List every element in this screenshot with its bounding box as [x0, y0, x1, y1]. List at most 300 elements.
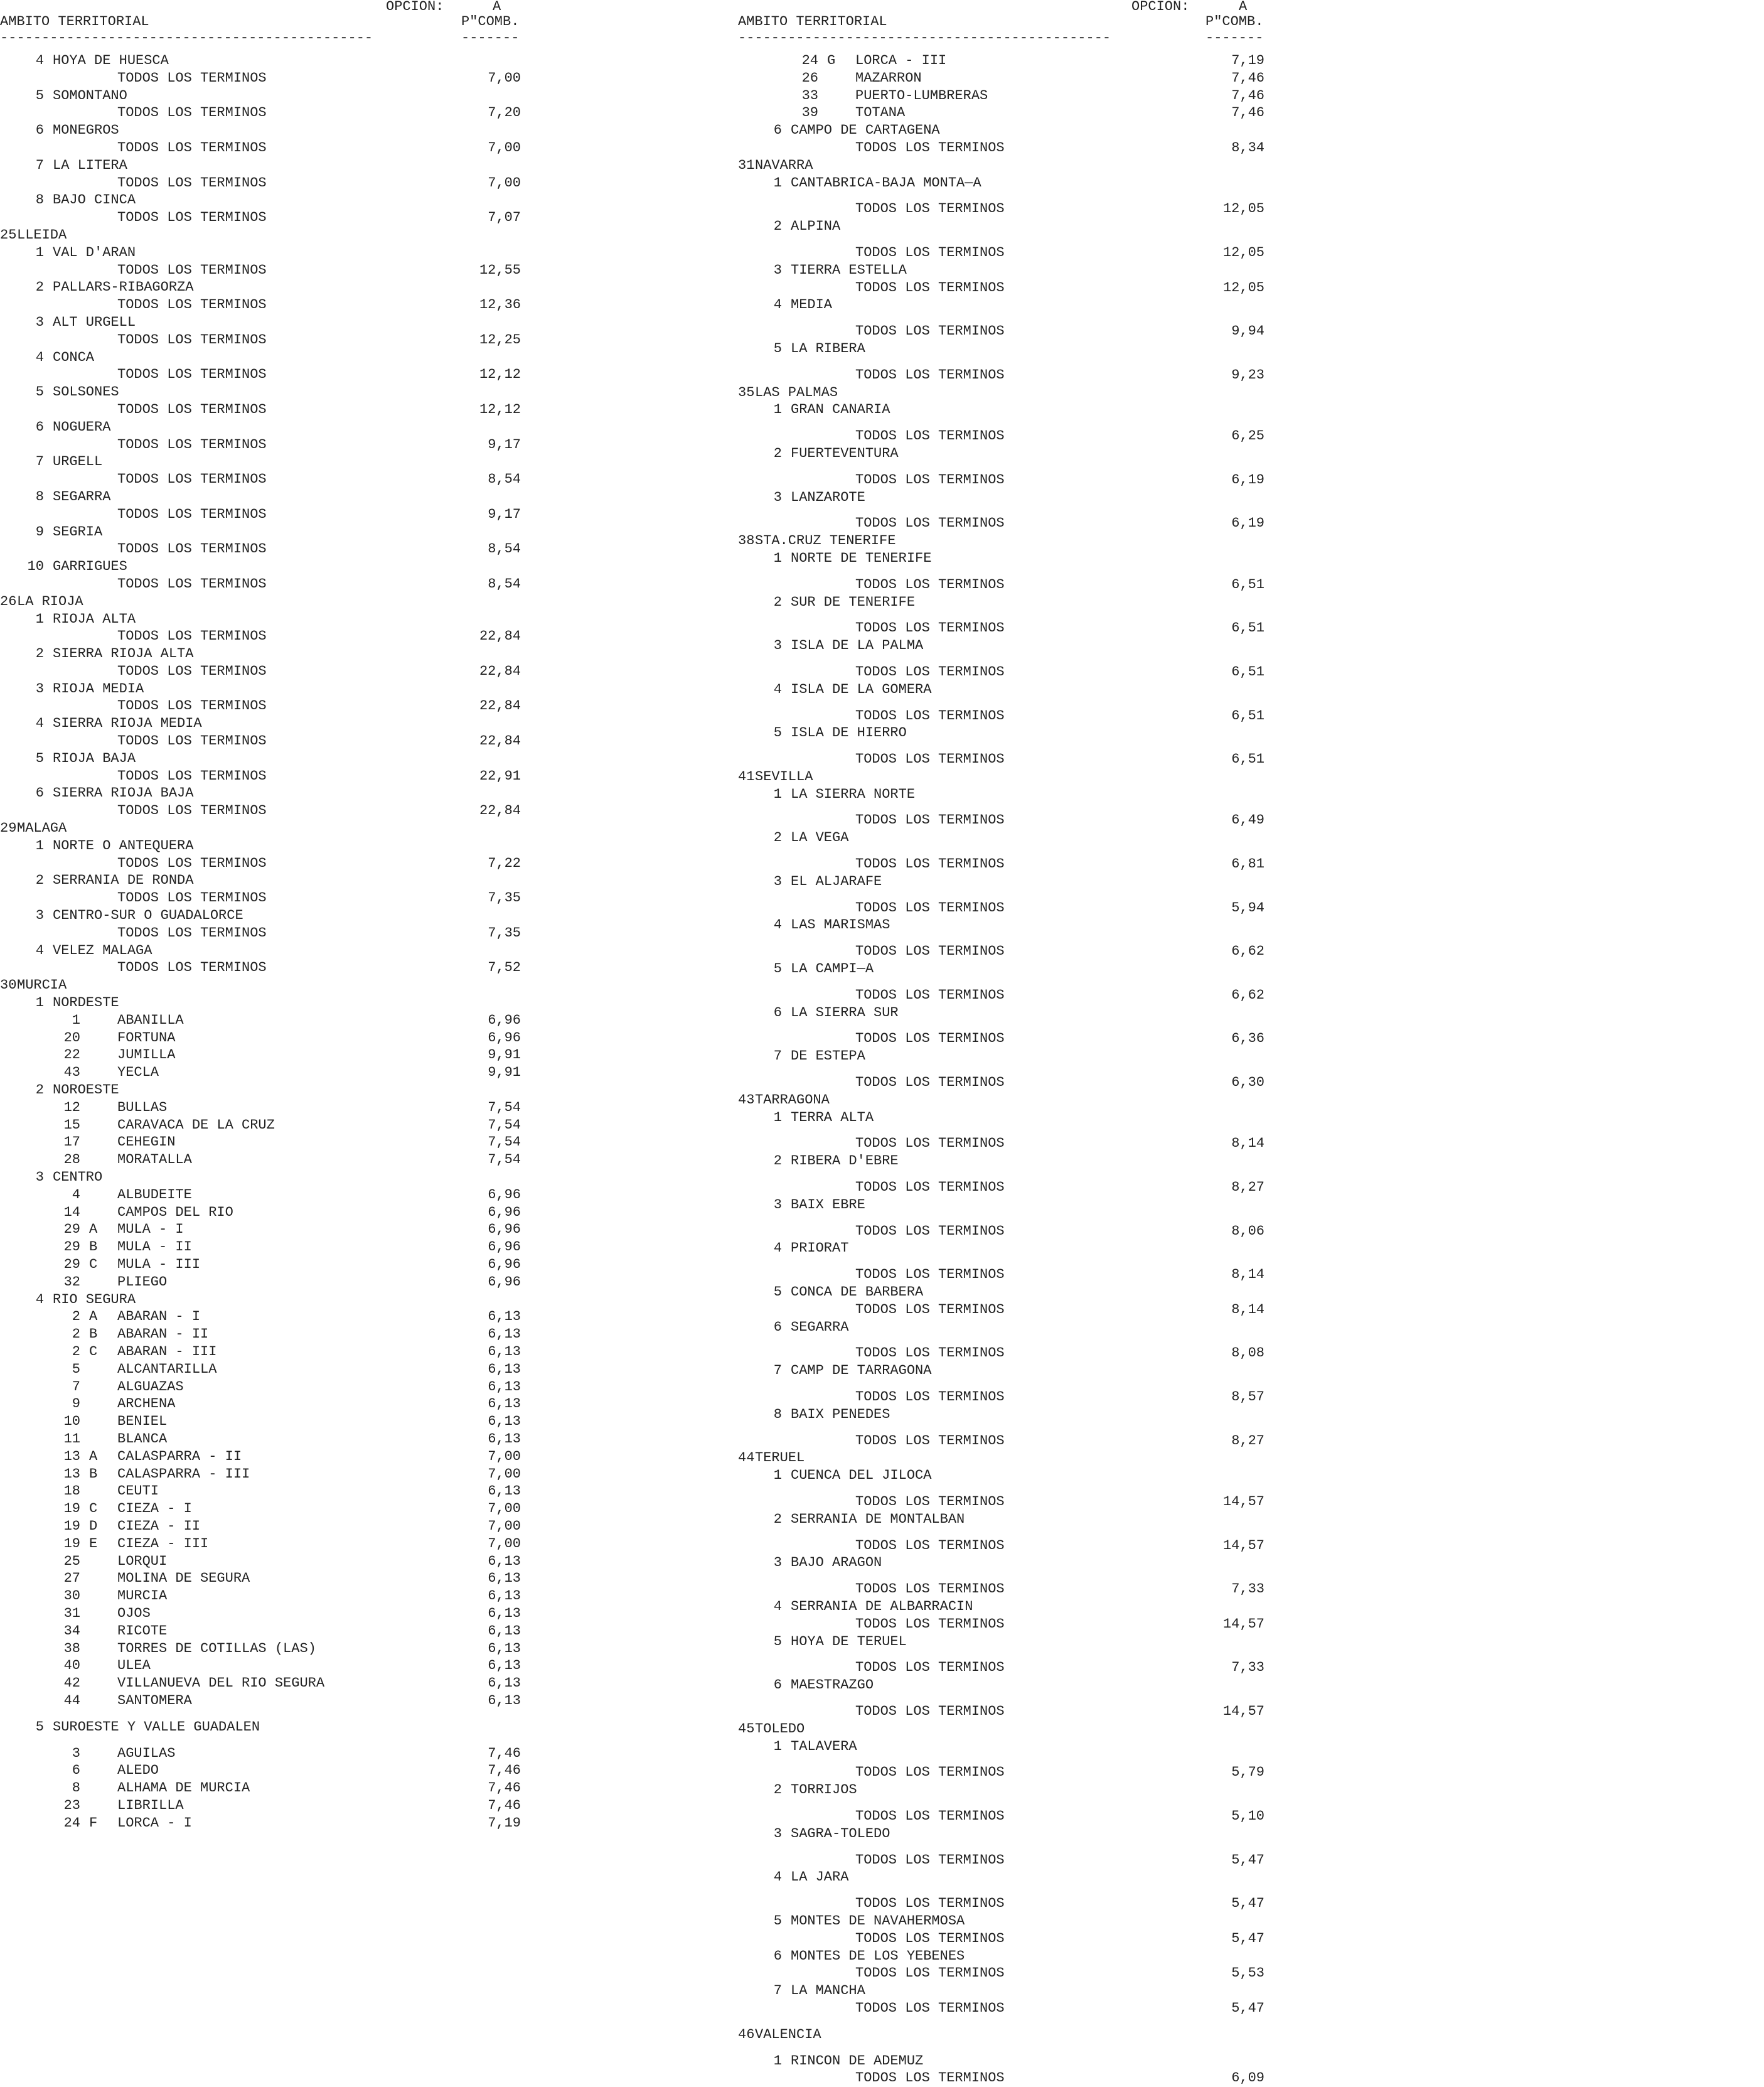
comarca-row — [738, 550, 1263, 567]
municipality-code: 14 — [63, 1204, 80, 1220]
all-terms-label: TODOS LOS TERMINOS — [117, 960, 267, 976]
all-terms-row — [738, 899, 1263, 917]
price-value: 5,47 — [1231, 2000, 1264, 2016]
price-value: 7,46 — [1231, 70, 1264, 86]
price-value: 6,19 — [1231, 471, 1264, 488]
price-value: 5,47 — [1231, 1852, 1264, 1868]
municipality-row — [0, 1553, 533, 1570]
comarca-code: 6 — [773, 122, 782, 139]
price-value: 7,54 — [488, 1117, 521, 1133]
comarca-code: 1 — [773, 1738, 782, 1754]
municipality-code: 13 — [63, 1466, 80, 1482]
comarca-row — [738, 1948, 1263, 1965]
municipality-row — [0, 1256, 533, 1274]
municipality-code: 28 — [63, 1152, 80, 1168]
price-value: 6,13 — [488, 1483, 521, 1500]
municipality-name: MULA - III — [117, 1256, 201, 1272]
municipality-row — [0, 1623, 533, 1640]
comarca-row — [738, 1467, 1263, 1484]
municipality-name: ALHAMA DE MURCIA — [117, 1780, 250, 1796]
municipality-code: 38 — [63, 1640, 80, 1656]
price-value: 22,84 — [479, 628, 521, 645]
price-value: 6,13 — [488, 1396, 521, 1412]
comarca-name: LA CAMPI—A — [791, 961, 874, 977]
comarca-code: 3 — [35, 908, 44, 924]
comarca-name: SEGARRA — [53, 488, 111, 505]
price-value: 7,20 — [488, 105, 521, 121]
all-terms-row — [738, 139, 1263, 157]
price-value: 7,46 — [488, 1745, 521, 1761]
comarca-code: 5 — [773, 340, 782, 357]
municipality-name: RICOTE — [117, 1623, 168, 1639]
province-code: 41 — [738, 768, 755, 785]
municipality-row — [0, 1535, 533, 1553]
municipality-name: TORRES DE COTILLAS (LAS) — [117, 1640, 316, 1656]
all-terms-row — [738, 576, 1263, 594]
comarca-code: 1 — [773, 2052, 782, 2069]
comarca-row — [738, 340, 1263, 358]
all-terms-label: TODOS LOS TERMINOS — [855, 1930, 1005, 1946]
province-name: LAS PALMAS — [755, 384, 838, 400]
price-value: 5,53 — [1231, 1965, 1264, 1982]
all-terms-row — [738, 1030, 1263, 1048]
municipality-name: ALBUDEITE — [117, 1186, 192, 1203]
all-terms-label: TODOS LOS TERMINOS — [855, 515, 1005, 532]
municipality-code: 24 — [801, 53, 818, 68]
price-value: 6,51 — [1231, 663, 1264, 680]
municipality-name: SANTOMERA — [117, 1692, 192, 1709]
municipality-name: AGUILAS — [117, 1745, 176, 1761]
comarca-row — [738, 296, 1263, 314]
comarca-row — [0, 715, 533, 732]
comarca-name: LA LITERA — [53, 157, 127, 173]
municipality-name: ARCHENA — [117, 1396, 176, 1412]
comarca-code: 2 — [773, 594, 782, 610]
price-value: 6,96 — [488, 1204, 521, 1220]
province-row — [0, 820, 533, 837]
municipality-code: 2 — [72, 1326, 80, 1343]
all-terms-label: TODOS LOS TERMINOS — [855, 1896, 1005, 1912]
comarca-row — [0, 191, 533, 209]
comarca-code: 3 — [35, 314, 44, 330]
comarca-name: MONEGROS — [53, 122, 119, 139]
price-value: 7,19 — [488, 1815, 521, 1831]
comarca-code: 2 — [773, 830, 782, 846]
municipality-suffix: A — [89, 1221, 98, 1238]
price-value: 7,22 — [488, 855, 521, 871]
comarca-code: 3 — [35, 1169, 44, 1185]
municipality-code: 2 — [72, 1309, 80, 1325]
comarca-name: LA SIERRA SUR — [791, 1004, 899, 1021]
municipality-code: 3 — [72, 1745, 80, 1761]
comarca-name: LAS MARISMAS — [791, 917, 890, 933]
province-code: 29 — [0, 820, 17, 837]
comarca-row — [738, 1048, 1263, 1065]
municipality-name: BULLAS — [117, 1099, 168, 1115]
all-terms-row — [0, 366, 533, 384]
all-terms-label: TODOS LOS TERMINOS — [855, 707, 1005, 724]
comarca-code: 5 — [35, 750, 44, 766]
municipality-row — [0, 1326, 533, 1343]
municipality-row — [0, 1640, 533, 1658]
comarca-code: 1 — [35, 244, 44, 260]
comarca-name: GARRIGUES — [53, 559, 127, 575]
all-terms-row — [0, 663, 533, 680]
comarca-row — [738, 1284, 1263, 1301]
price-value: 7,54 — [488, 1099, 521, 1115]
comarca-name: TORRIJOS — [791, 1782, 857, 1798]
all-terms-row — [738, 1537, 1263, 1555]
municipality-name: CEUTI — [117, 1483, 159, 1500]
price-value: 7,00 — [488, 70, 521, 86]
price-value: 8,27 — [1231, 1432, 1264, 1449]
all-terms-row — [0, 855, 533, 872]
municipality-code: 20 — [63, 1029, 80, 1046]
price-value: 8,08 — [1231, 1345, 1264, 1361]
price-value: 6,96 — [488, 1012, 521, 1028]
price-value: 7,46 — [488, 1762, 521, 1779]
all-terms-label: TODOS LOS TERMINOS — [855, 428, 1005, 444]
comarca-name: MONTES DE LOS YEBENES — [791, 1948, 965, 1964]
comarca-code: 5 — [773, 725, 782, 741]
comarca-code: 1 — [35, 995, 44, 1011]
price-value: 6,62 — [1231, 987, 1264, 1003]
municipality-suffix: B — [89, 1466, 98, 1482]
price-value: 6,09 — [1231, 2070, 1264, 2086]
all-terms-label: TODOS LOS TERMINOS — [855, 1616, 1005, 1632]
comarca-code: 1 — [35, 837, 44, 854]
municipality-row — [0, 1762, 533, 1779]
municipality-row — [0, 1308, 533, 1326]
all-terms-row — [738, 987, 1263, 1004]
price-value: 6,13 — [488, 1309, 521, 1325]
all-terms-row — [0, 889, 533, 907]
comarca-code: 3 — [773, 489, 782, 505]
municipality-name: JUMILLA — [117, 1047, 176, 1063]
all-terms-row — [0, 401, 533, 419]
municipality-name: ABARAN - I — [117, 1309, 201, 1325]
comarca-name: RIOJA MEDIA — [53, 680, 144, 697]
all-terms-label: TODOS LOS TERMINOS — [855, 1703, 1005, 1719]
municipality-code: 15 — [63, 1117, 80, 1133]
municipality-name: ULEA — [117, 1658, 151, 1674]
price-value: 5,94 — [1231, 899, 1264, 916]
price-value: 22,84 — [479, 698, 521, 714]
comarca-code: 5 — [35, 384, 44, 400]
comarca-row — [0, 785, 533, 802]
price-value: 5,47 — [1231, 1930, 1264, 1946]
all-terms-row — [0, 436, 533, 454]
all-terms-label: TODOS LOS TERMINOS — [855, 1808, 1005, 1824]
price-value: 7,00 — [488, 1466, 521, 1482]
municipality-name: BENIEL — [117, 1414, 168, 1430]
all-terms-row — [738, 1135, 1263, 1152]
price-value: 8,27 — [1231, 1179, 1264, 1196]
price-value: 6,51 — [1231, 751, 1264, 768]
price-value: 7,35 — [488, 890, 521, 906]
municipality-row — [0, 1204, 533, 1221]
comarca-row — [0, 558, 533, 576]
municipality-code: 31 — [63, 1605, 80, 1621]
comarca-row — [0, 1719, 533, 1736]
municipality-name: ALCANTARILLA — [117, 1361, 217, 1377]
all-terms-label: TODOS LOS TERMINOS — [855, 2000, 1005, 2016]
comarca-row — [738, 916, 1263, 934]
municipality-code: 17 — [63, 1134, 80, 1151]
comarca-row — [738, 1152, 1263, 1170]
comarca-code: 3 — [773, 262, 782, 278]
comarca-name: RINCON DE ADEMUZ — [791, 2052, 924, 2069]
municipality-row — [0, 1605, 533, 1623]
comarca-code: 1 — [773, 786, 782, 802]
municipality-code: 11 — [63, 1430, 80, 1447]
price-value: 6,13 — [488, 1570, 521, 1587]
comarca-name: SERRANIA DE RONDA — [53, 872, 194, 889]
comarca-code: 6 — [773, 1004, 782, 1021]
comarca-name: SERRANIA DE ALBARRACIN — [791, 1598, 973, 1614]
all-terms-label: TODOS LOS TERMINOS — [117, 436, 267, 453]
comarca-row — [738, 1869, 1263, 1886]
all-terms-row — [0, 697, 533, 715]
comarca-code: 2 — [35, 279, 44, 296]
comarca-code: 4 — [773, 1869, 782, 1886]
all-terms-label: TODOS LOS TERMINOS — [855, 899, 1005, 916]
comarca-row — [0, 87, 533, 105]
price-value: 6,13 — [488, 1640, 521, 1656]
municipality-code: 1 — [72, 1012, 80, 1028]
comarca-name: EL ALJARAFE — [791, 873, 882, 889]
comarca-row — [738, 829, 1263, 847]
comarca-name: LA SIERRA NORTE — [791, 786, 916, 802]
comarca-code: 3 — [773, 1196, 782, 1213]
comarca-row — [738, 1004, 1263, 1022]
header-rule: --------------------------------------------- — [0, 30, 373, 46]
comarca-name: RIOJA BAJA — [53, 750, 136, 766]
comarca-name: BAIX PENEDES — [791, 1406, 890, 1422]
municipality-row — [0, 1029, 533, 1047]
price-value: 9,17 — [488, 506, 521, 522]
comarca-code: 1 — [773, 1467, 782, 1484]
comarca-name: MONTES DE NAVAHERMOSA — [791, 1913, 965, 1929]
all-terms-label: TODOS LOS TERMINOS — [855, 279, 1005, 296]
province-name: NAVARRA — [755, 157, 813, 173]
price-value: 8,57 — [1231, 1389, 1264, 1405]
municipality-code: 33 — [801, 87, 818, 104]
comarca-name: CUENCA DEL JILOCA — [791, 1467, 932, 1484]
municipality-name: ABARAN - III — [117, 1343, 217, 1360]
province-row — [738, 157, 1263, 174]
all-terms-label: TODOS LOS TERMINOS — [117, 541, 267, 557]
all-terms-row — [0, 296, 533, 314]
all-terms-label: TODOS LOS TERMINOS — [117, 803, 267, 819]
municipality-name: LORCA - I — [117, 1815, 192, 1831]
comarca-row — [0, 1081, 533, 1099]
municipality-code: 8 — [72, 1780, 80, 1796]
province-code: 46 — [738, 2026, 755, 2042]
all-terms-row — [0, 768, 533, 785]
municipality-row — [0, 1221, 533, 1238]
comarca-name: PALLARS-RIBAGORZA — [53, 279, 194, 296]
municipality-row — [0, 1186, 533, 1204]
comarca-name: FUERTEVENTURA — [791, 445, 899, 461]
all-terms-row — [738, 1432, 1263, 1450]
comarca-code: 7 — [773, 1983, 782, 1999]
price-value: 8,06 — [1231, 1223, 1264, 1239]
all-terms-label: TODOS LOS TERMINOS — [855, 2070, 1005, 2086]
province-name: MURCIA — [17, 977, 67, 994]
comarca-name: RIOJA ALTA — [53, 611, 136, 627]
comarca-row — [0, 314, 533, 331]
comarca-name: NOGUERA — [53, 419, 111, 435]
comarca-row — [738, 1913, 1263, 1930]
comarca-code: 3 — [773, 638, 782, 654]
price-value: 6,25 — [1231, 428, 1264, 444]
all-terms-label: TODOS LOS TERMINOS — [117, 890, 267, 906]
municipality-row — [0, 1099, 533, 1117]
comarca-code: 10 — [27, 559, 44, 575]
pcomb-header: P"COMB. — [461, 14, 520, 30]
price-value: 7,54 — [488, 1152, 521, 1168]
all-terms-label: TODOS LOS TERMINOS — [117, 855, 267, 871]
municipality-name: VILLANUEVA DEL RIO SEGURA — [117, 1675, 325, 1692]
province-name: MALAGA — [17, 820, 67, 837]
all-terms-label: TODOS LOS TERMINOS — [855, 663, 1005, 680]
all-terms-row — [738, 323, 1263, 340]
comarca-row — [0, 907, 533, 925]
comarca-row — [0, 244, 533, 262]
price-value: 7,52 — [488, 960, 521, 976]
price-value: 6,13 — [488, 1692, 521, 1709]
price-value: 6,81 — [1231, 856, 1264, 872]
comarca-name: SAGRA-TOLEDO — [791, 1825, 890, 1842]
all-terms-row — [738, 1388, 1263, 1406]
all-terms-row — [738, 1223, 1263, 1240]
municipality-name: OJOS — [117, 1605, 151, 1621]
municipality-suffix: D — [89, 1518, 98, 1534]
all-terms-row — [738, 663, 1263, 681]
price-value: 22,91 — [479, 768, 521, 784]
province-code: 26 — [0, 593, 17, 609]
price-value: 7,46 — [488, 1797, 521, 1813]
municipality-code: 4 — [72, 1186, 80, 1203]
all-terms-label: TODOS LOS TERMINOS — [855, 1031, 1005, 1047]
comarca-code: 2 — [773, 218, 782, 235]
province-code: 45 — [738, 1720, 755, 1737]
comarca-code: 2 — [35, 1082, 44, 1098]
price-value: 12,05 — [1222, 244, 1264, 260]
comarca-row — [738, 1109, 1263, 1127]
municipality-row — [738, 52, 1263, 70]
all-terms-row — [738, 200, 1263, 218]
all-terms-label: TODOS LOS TERMINOS — [855, 620, 1005, 636]
municipality-code: 29 — [63, 1256, 80, 1272]
price-value: 6,51 — [1231, 620, 1264, 636]
municipality-row — [0, 1413, 533, 1430]
comarca-name: NORTE DE TENERIFE — [791, 550, 932, 566]
comarca-name: ISLA DE HIERRO — [791, 725, 907, 741]
comarca-code: 8 — [773, 1406, 782, 1422]
comarca-code: 4 — [35, 53, 44, 68]
comarca-code: 5 — [35, 1719, 44, 1735]
all-terms-row — [738, 1764, 1263, 1781]
province-name: TARRAGONA — [755, 1092, 830, 1108]
comarca-code: 2 — [35, 872, 44, 889]
price-value: 5,79 — [1231, 1764, 1264, 1781]
municipality-row — [0, 1378, 533, 1396]
all-terms-row — [0, 70, 533, 87]
comarca-row — [738, 1825, 1263, 1843]
comarca-name: LANZAROTE — [791, 489, 865, 505]
municipality-name: MORATALLA — [117, 1152, 192, 1168]
comarca-code: 6 — [773, 1677, 782, 1693]
comarca-row — [738, 637, 1263, 655]
comarca-name: RIO SEGURA — [53, 1291, 136, 1307]
price-value: 8,14 — [1231, 1301, 1264, 1317]
price-value: 6,13 — [488, 1378, 521, 1395]
province-row — [738, 2026, 1263, 2044]
price-value: 12,25 — [479, 331, 521, 348]
all-terms-label: TODOS LOS TERMINOS — [117, 105, 267, 121]
province-name: TERUEL — [755, 1450, 805, 1466]
municipality-name: PUERTO-LUMBRERAS — [855, 87, 988, 104]
price-value: 6,13 — [488, 1430, 521, 1447]
price-value: 7,33 — [1231, 1581, 1264, 1597]
comarca-code: 4 — [35, 349, 44, 365]
all-terms-label: TODOS LOS TERMINOS — [117, 174, 267, 191]
comarca-code: 8 — [35, 192, 44, 208]
price-value: 5,10 — [1231, 1808, 1264, 1824]
comarca-code: 3 — [773, 1555, 782, 1571]
municipality-row — [0, 1692, 533, 1710]
municipality-name: FORTUNA — [117, 1029, 176, 1046]
price-value: 6,49 — [1231, 812, 1264, 829]
municipality-code: 10 — [63, 1414, 80, 1430]
all-terms-label: TODOS LOS TERMINOS — [855, 987, 1005, 1003]
municipality-row — [0, 1448, 533, 1466]
comarca-code: 1 — [773, 550, 782, 566]
municipality-name: CEHEGIN — [117, 1134, 176, 1151]
municipality-code: 44 — [63, 1692, 80, 1709]
municipality-row — [0, 1430, 533, 1448]
municipality-code: 25 — [63, 1553, 80, 1569]
comarca-name: DE ESTEPA — [791, 1048, 865, 1065]
price-value: 8,34 — [1231, 139, 1264, 156]
municipality-row — [0, 1134, 533, 1151]
comarca-code: 3 — [35, 680, 44, 697]
comarca-code: 2 — [773, 1782, 782, 1798]
municipality-code: 29 — [63, 1221, 80, 1238]
municipality-row — [0, 1570, 533, 1587]
comarca-code: 4 — [35, 1291, 44, 1307]
municipality-code: 39 — [801, 105, 818, 121]
all-terms-label: TODOS LOS TERMINOS — [117, 70, 267, 86]
comarca-name: ALT URGELL — [53, 314, 136, 330]
comarca-name: MEDIA — [791, 297, 833, 313]
all-terms-row — [738, 620, 1263, 637]
comarca-name: NOROESTE — [53, 1082, 119, 1098]
comarca-row — [738, 1511, 1263, 1528]
price-value: 9,91 — [488, 1065, 521, 1081]
price-value: 6,96 — [488, 1221, 521, 1238]
right-rows — [738, 52, 1263, 2087]
province-code: 44 — [738, 1450, 755, 1466]
price-value: 6,96 — [488, 1274, 521, 1290]
comarca-name: CAMPO DE CARTAGENA — [791, 122, 940, 139]
all-terms-label: TODOS LOS TERMINOS — [117, 297, 267, 313]
price-value: 14,57 — [1222, 1537, 1264, 1553]
province-name: LLEIDA — [17, 227, 67, 243]
all-terms-row — [0, 139, 533, 157]
